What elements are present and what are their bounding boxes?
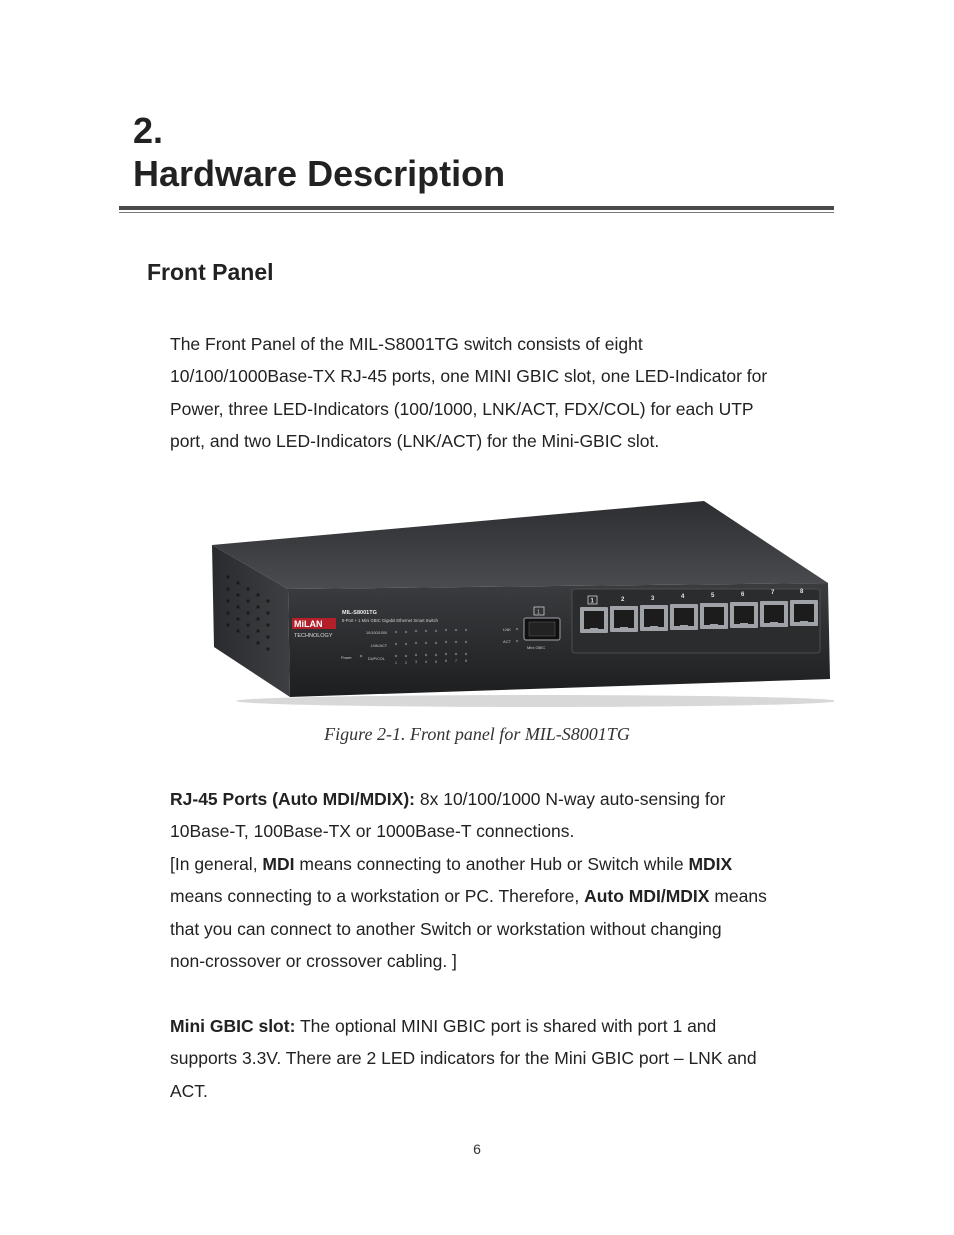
model-label: MIL-S8001TG [342, 610, 377, 616]
chapter-title: Hardware Description [133, 153, 506, 194]
port-number: 6 [741, 592, 745, 598]
rj45-port [700, 603, 728, 629]
rj45-port [790, 600, 818, 626]
led-label-dup-col: DUP/COL [368, 657, 385, 661]
led-port-number: 4 [425, 660, 427, 664]
gbic-lnk-led [516, 628, 518, 630]
rj45-paragraph [170, 783, 820, 977]
device-shadow [236, 695, 834, 707]
led-port-number: 5 [435, 660, 437, 664]
auto-mdi-mdix-term: Auto MDI/MDIX [584, 886, 710, 907]
port-number: 4 [681, 594, 685, 600]
led-port-number: 7 [455, 659, 457, 663]
gbic-line-3: ACT. [170, 1080, 208, 1101]
rj45-line-4b: means [709, 886, 767, 907]
gbic-line-2: supports 3.3V. There are 2 LED indicators for the Mini GBIC port – LNK and [170, 1048, 757, 1069]
gbic-act-led [516, 640, 518, 642]
gbic-line-1: The optional MINI GBIC port is shared with port 1 and [295, 1016, 717, 1036]
rj45-line-3a: [In general, [170, 853, 263, 874]
page-number: 6 [473, 1141, 481, 1157]
intro-line-3: Power, three LED-Indicators (100/1000, LNK/ACT, FDX/COL) for each UTP [170, 398, 754, 419]
title-rule-thick [119, 206, 834, 210]
chapter-number: 2. [133, 110, 164, 151]
rj45-line-2: 10Base-T, 100Base-TX or 1000Base-T connections. [170, 821, 575, 842]
brand-sub: TECHNOLOGY [294, 633, 333, 639]
intro-line-2: 10/100/1000Base-TX RJ-45 ports, one MINI GBIC slot, one LED-Indicator for [170, 366, 768, 387]
led-label-power: Power [341, 656, 352, 660]
brand-logo: MiLAN [294, 619, 323, 629]
rj45-line-4a: means connecting to a workstation or PC. Therefore, [170, 886, 585, 907]
gbic-act-label: ACT [503, 639, 511, 644]
rj45-label: RJ-45 Ports (Auto MDI/MDIX): [170, 789, 415, 809]
led-port-number: 8 [465, 659, 467, 663]
intro-line-4: port, and two LED-Indicators (LNK/ACT) for the Mini-GBIC slot. [170, 431, 660, 452]
led-label-lnk-act: LNK/ACT [371, 644, 388, 648]
mdi-term: MDI [262, 853, 295, 874]
intro-paragraph [170, 328, 820, 458]
mdix-term: MDIX [688, 853, 733, 874]
rj45-port [640, 605, 668, 631]
rj45-line-3b: means connecting to another Hub or Switch while [294, 853, 689, 874]
figure-caption: Figure 2-1. Front panel for MIL-S8001TG [324, 724, 630, 744]
gbic-paragraph [170, 1010, 820, 1107]
led-port-number: 1 [395, 661, 397, 665]
rj45-line-6: non-crossover or crossover cabling. ] [170, 951, 457, 972]
port-number: 7 [771, 590, 775, 596]
section-title: Front Panel [147, 259, 274, 285]
rj45-port [670, 604, 698, 630]
intro-line-1: The Front Panel of the MIL-S8001TG switch consists of eight [170, 334, 643, 354]
switch-front-panel-image [206, 497, 834, 709]
rj45-line-1: 8x 10/100/1000 N-way auto-sensing for [415, 789, 726, 809]
led-port-number: 6 [445, 659, 447, 663]
rj45-port [610, 606, 638, 632]
gbic-port-number: 1 [537, 609, 540, 616]
rj45-port [580, 607, 608, 633]
led-port-number: 2 [405, 661, 407, 665]
led-label-speed: 10/100/1000 [366, 631, 388, 635]
device-top [212, 501, 828, 589]
model-description: 8-Port + 1 Mini GBIC Gigabit Ethernet Smart Switch [342, 618, 438, 623]
gbic-lnk-label: LNK [503, 627, 511, 632]
gbic-label: Mini GBIC [527, 645, 546, 650]
port-number: 3 [651, 596, 655, 602]
port-number: 8 [800, 589, 804, 595]
port-number: 5 [711, 593, 715, 599]
port-number: 2 [621, 597, 625, 603]
rj45-port [760, 601, 788, 627]
rj45-port [730, 602, 758, 628]
title-rule-thin [119, 212, 834, 213]
gbic-label-term: Mini GBIC slot: [170, 1016, 296, 1036]
port-number: 1 [590, 598, 594, 605]
led-port-number: 3 [415, 660, 417, 664]
rj45-line-5: that you can connect to another Switch or workstation without changing [170, 918, 722, 939]
